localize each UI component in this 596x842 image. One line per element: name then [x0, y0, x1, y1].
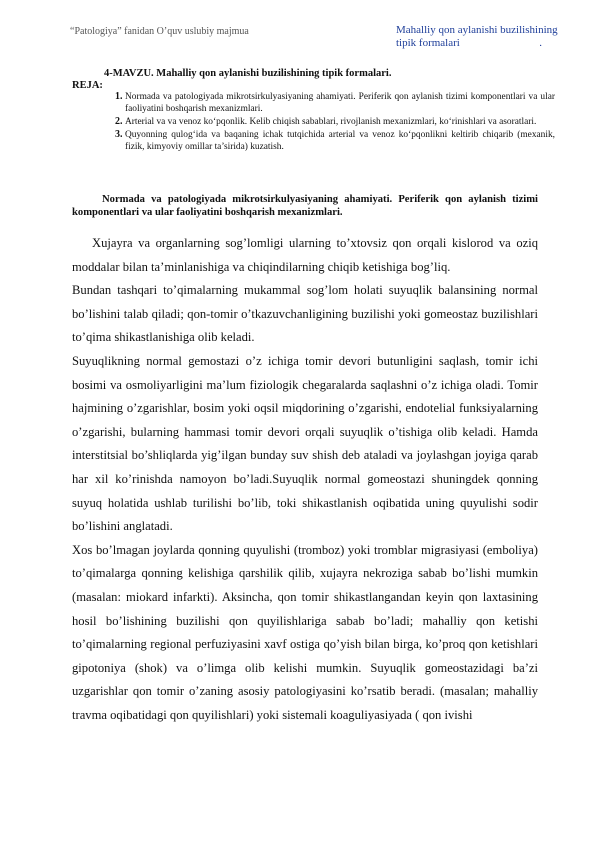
- running-header-right-line2: [396, 37, 576, 50]
- plan-item: 3. Quyonning qulog‘ida va baqaning ichak tutqichida arterial va venoz ko‘pqonlikni keltirib chiqarib (mexanik, fizik, kimyoviy omillar ta’sirida) kuzatish.: [125, 129, 555, 153]
- paragraph: Xujayra va organlarning sog’lomligi ularning to’xtovsiz qon orqali kislorod va oziq moddalar bilan ta’minlanishiga va chiqindilarning chiqib ketishiga bog’liq.: [72, 236, 538, 274]
- topic-title: 4-MAVZU. Mahalliy qon aylanishi buzilishining tipik formalari.: [104, 68, 392, 79]
- body-text: [72, 232, 538, 727]
- paragraph: Suyuqlikning normal gemostazi o’z ichiga tomir devori butunligini saqlash, tomir ichi bosimi va osmoliyarligini ma’lum fiziologik chegaralarda saqlashni o’z ichiga oladi. Tomir hajmining o’zgarishlar, bosim yoki oqsil miqdorining o’zgarishi, endotelial funksiyalarning o’zgarishi, bularning hammasi tomir devori orqali suyuqlik o’tishiga olib keladi. Hamda interstitsial bo’shliqlarda yig’ilgan bunday suv shish deb ataladi va joylashgan joyiga qarab har xil ko’rinishda namoyon bo’ladi.Suyuqlik normal gomeostazi shuningdek qonning suyuq holatida ushlab turilishi bo’lib, toki shikastlanish oqibatida uning quyulishi sodir bo’lishini anglatadi.: [72, 353, 538, 534]
- section-heading: Normada va patologiyada mikrotsirkulyasiyaning ahamiyati. Periferik qon aylanish tizimi komponentlari va ular faoliyatini boshqarish mexanizmlari.: [72, 194, 538, 218]
- plan-list: [108, 91, 555, 154]
- running-header-left: “Patologiya” fanidan O’quv uslubiy majmua: [70, 26, 249, 37]
- running-header-right: [396, 24, 576, 50]
- plan-item: 1. Normada va patologiyada mikrotsirkulyasiyaning ahamiyati. Periferik qon aylanish tizimi komponentlari va ular faoliyatini boshqarish mexanizmlari.: [125, 91, 555, 115]
- plan-label: REJA:: [72, 80, 103, 91]
- running-header-dot: .: [539, 37, 542, 49]
- plan-item: 2. Arterial va va venoz ko‘pqonlik. Kelib chiqish sabablari, rivojlanish mexanizmlari, ko‘rinishlari va asoratlari.: [125, 116, 555, 128]
- running-header-right-line2-text: tipik formalari: [396, 37, 460, 49]
- paragraph: Xos bo’lmagan joylarda qonning quyulishi (tromboz) yoki tromblar migrasiyasi (emboliya) to’qimalarga qonning kelishiga qarshilik qilib, xujayra nekroziga sabab bo’lishi mumkin (masalan: miokard infarkti). Aksincha, qon tomir shikastlangandan keyin qon laxtasining hosil bo’lishining buzilishi qon quyilishlariga sabab bo’ladi; mahalliy qon ketishi to’qimalarning regional perfuziyasini xavf ostiga qo’yish bilan birga, ko’proq qon ketishlari gipotoniya (shok) va o’limga olib kelishi mumkin. Suyuqlik gomeostazidagi ba’zi uzgarishlar qon tomir o’zaning asosiy patologiyasini ko’rsatib beradi. (masalan; mahalliy travma oqibatidagi qon quyilishlari) yoki sistemali koaguliyasiyada ( qon ivishi: [72, 542, 538, 722]
- running-header-right-line1: Mahalliy qon aylanishi buzilishining: [396, 24, 558, 36]
- paragraph: Bundan tashqari to’qimalarning mukammal sog’lom holati suyuqlik balansining normal bo’lishini talab qiladi; qon-tomir o’tkazuvchanligining buzilishi yoki gomeostaz buzilishlari to’qima shikastlanishiga olib keladi.: [72, 283, 538, 345]
